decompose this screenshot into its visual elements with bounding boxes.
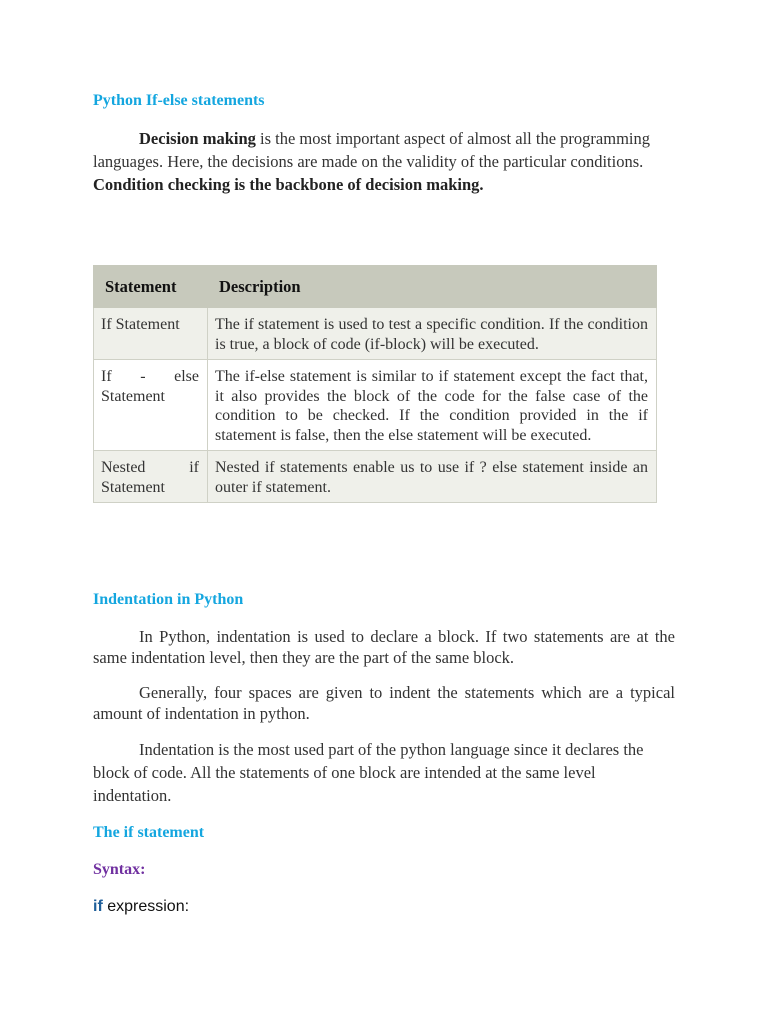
table-row [94, 451, 657, 503]
syntax-label: Syntax: [93, 861, 146, 878]
cell-statement [94, 451, 208, 503]
statement-table [93, 265, 657, 503]
cell-statement-line2: Statement [101, 478, 165, 496]
intro-text: is the most important aspect of almost all the programming languages. Here, the decisions are made on the validity of the particular conditions. [93, 129, 650, 171]
code-expression: expression: [102, 898, 190, 915]
cell-statement-line1: If - else [101, 368, 199, 385]
cell-statement-line1: Nested if [101, 459, 199, 476]
cell-description: The if statement is used to test a specific condition. If the condition is true, a block of code (if-block) will be executed. [208, 308, 657, 360]
indentation-paragraph-2 [93, 682, 675, 724]
cell-statement-line2: Statement [101, 387, 165, 405]
cell-statement: If Statement [94, 308, 208, 360]
table-row [94, 308, 657, 360]
code-line [93, 898, 189, 916]
indentation-paragraph-3 [93, 738, 675, 807]
intro-bold-decision-making: Decision making [139, 129, 256, 148]
cell-description: The if-else statement is similar to if statement except the fact that, it also provides the block of the code for the false case of the condition to be checked. If the condition provided in the if statement is false, then the else statement will be executed. [208, 360, 657, 451]
indentation-paragraph-1 [93, 626, 675, 668]
table-row [94, 360, 657, 451]
section-heading-if-statement: The if statement [93, 824, 205, 841]
header-description: Description [208, 266, 657, 308]
intro-paragraph [93, 127, 653, 196]
intro-bold-condition-checking: Condition checking is the backbone of decision making. [93, 175, 484, 194]
indentation-paragraph-2-text: Generally, four spaces are given to indent the statements which are a typical amount of indentation in python. [93, 683, 675, 723]
cell-statement [94, 360, 208, 451]
section-heading-if-else: Python If-else statements [93, 92, 265, 109]
indentation-paragraph-3-text: Indentation is the most used part of the python language since it declares the block of code. All the statements of one block are intended at the same level indentation. [93, 740, 644, 805]
section-heading-indentation: Indentation in Python [93, 591, 244, 608]
header-statement: Statement [94, 266, 208, 308]
cell-description: Nested if statements enable us to use if ? else statement inside an outer if statement. [208, 451, 657, 503]
indentation-paragraph-1-text: In Python, indentation is used to declare a block. If two statements are at the same indentation level, then they are the part of the same block. [93, 627, 675, 667]
table-header-row [94, 266, 657, 308]
code-keyword-if: if [93, 898, 103, 915]
